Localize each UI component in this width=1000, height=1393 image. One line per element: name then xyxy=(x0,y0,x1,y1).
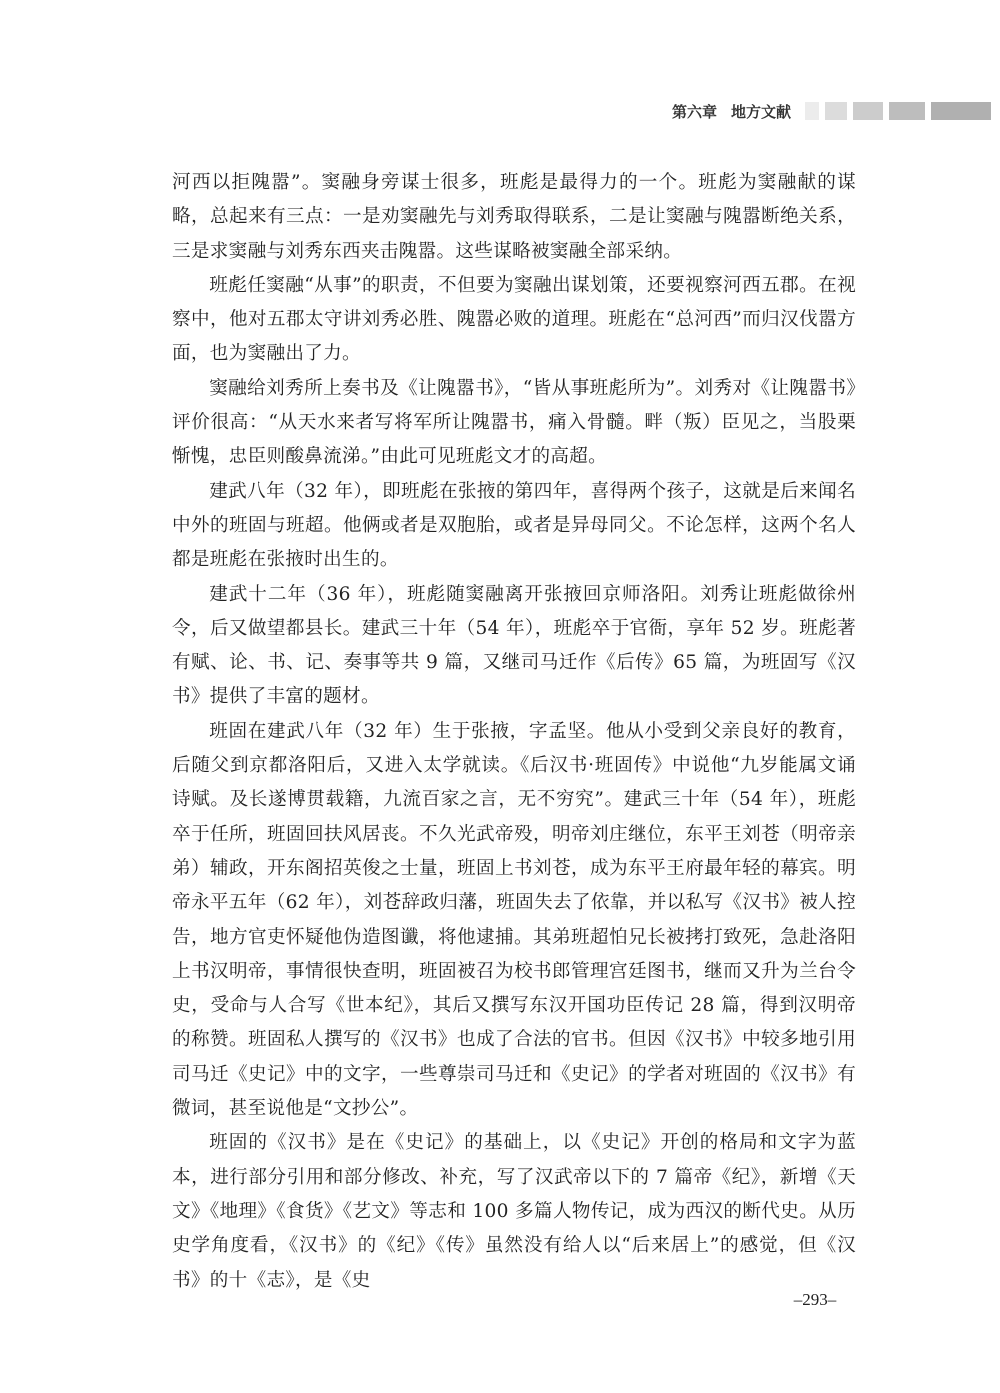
header-bar xyxy=(931,102,991,120)
paragraph: 班固的《汉书》是在《史记》的基础上，以《史记》开创的格局和文字为蓝本，进行部分引用和部分修改、补充，写了汉武帝以下的 7 篇帝《纪》，新增《天文》《地理》《食货》《艺文》等志和 100 多篇人物传记，成为西汉的断代史。从历史学角度看，《汉书》的《纪》《传》虽然没有给人以“后来居上”的感觉，但《汉书》的十《志》，是《史 xyxy=(172,1132,856,1291)
header-bar xyxy=(853,102,883,120)
chapter-title: 地方文献 xyxy=(731,102,792,121)
paragraph: 班固在建武八年（32 年）生于张掖，字孟坚。他从小受到父亲良好的教育，后随父到京都洛阳后，又进入太学就读。《后汉书·班固传》中说他“九岁能属文诵诗赋。及长遂博贯载籍，九流百家之言，无不穷究”。建武三十年（54 年），班彪卒于任所，班固回扶风居丧。不久光武帝殁，明帝刘庄继位，东平王刘苍（明帝亲弟）辅政，开东阁招英俊之士量，班固上书刘苍，成为东平王府最年轻的幕宾。明帝永平五年（62 年），刘苍辞政归藩，班固失去了依靠，并以私写《汉书》被人控告，地方官吏怀疑他伪造图谶，将他逮捕。其弟班超怕兄长被拷打致死，急赴洛阳上书汉明帝，事情很快查明，班固被召为校书郎管理宫廷图书，继而又升为兰台令史，受命与人合写《世本纪》，其后又撰写东汉开国功臣传记 28 篇，得到汉明帝的称赞。班固私人撰写的《汉书》也成了合法的官书。但因《汉书》中较多地引用司马迁《史记》中的文字，一些尊崇司马迁和《史记》的学者对班固的《汉书》有微词，甚至说他是“文抄公”。 xyxy=(172,720,856,1120)
header-decoration-bars xyxy=(805,102,991,120)
running-header xyxy=(672,96,1000,126)
paragraph: 窦融给刘秀所上奏书及《让隗嚣书》，“皆从事班彪所为”。刘秀对《让隗嚣书》评价很高：“从天水来者写将军所让隗嚣书，痛入骨髓。畔（叛）臣见之，当股栗惭愧，忠臣则酸鼻流涕。”由此可见班彪文才的高超。 xyxy=(172,377,856,468)
paragraph: 建武十二年（36 年），班彪随窦融离开张掖回京师洛阳。刘秀让班彪做徐州令，后又做望都县长。建武三十年（54 年），班彪卒于官衙，享年 52 岁。班彪著有赋、论、书、记、奏事等共 9 篇，又继司马迁作《后传》65 篇，为班固写《汉书》提供了丰富的题材。 xyxy=(172,583,856,708)
paragraph: 班彪任窦融“从事”的职责，不但要为窦融出谋划策，还要视察河西五郡。在视察中，他对五郡太守讲刘秀必胜、隗嚣必败的道理。班彪在“总河西”而归汉伐嚣方面，也为窦融出了力。 xyxy=(172,274,856,365)
chapter-number: 第六章 xyxy=(672,102,718,121)
header-bar xyxy=(805,102,819,120)
paragraph-continued: 河西以拒隗嚣”。窦融身旁谋士很多，班彪是最得力的一个。班彪为窦融献的谋略，总起来有三点：一是劝窦融先与刘秀取得联系，二是让窦融与隗嚣断绝关系，三是求窦融与刘秀东西夹击隗嚣。这些谋略被窦融全部采纳。 xyxy=(172,172,856,262)
chapter-heading xyxy=(672,101,791,122)
page-number: –293– xyxy=(793,1290,837,1309)
body-text xyxy=(172,166,856,1298)
header-bar xyxy=(825,102,847,120)
paragraph: 建武八年（32 年），即班彪在张掖的第四年，喜得两个孩子，这就是后来闻名中外的班固与班超。他俩或者是双胞胎，或者是异母同父。不论怎样，这两个名人都是班彪在张掖时出生的。 xyxy=(172,480,856,571)
header-bar xyxy=(889,102,925,120)
